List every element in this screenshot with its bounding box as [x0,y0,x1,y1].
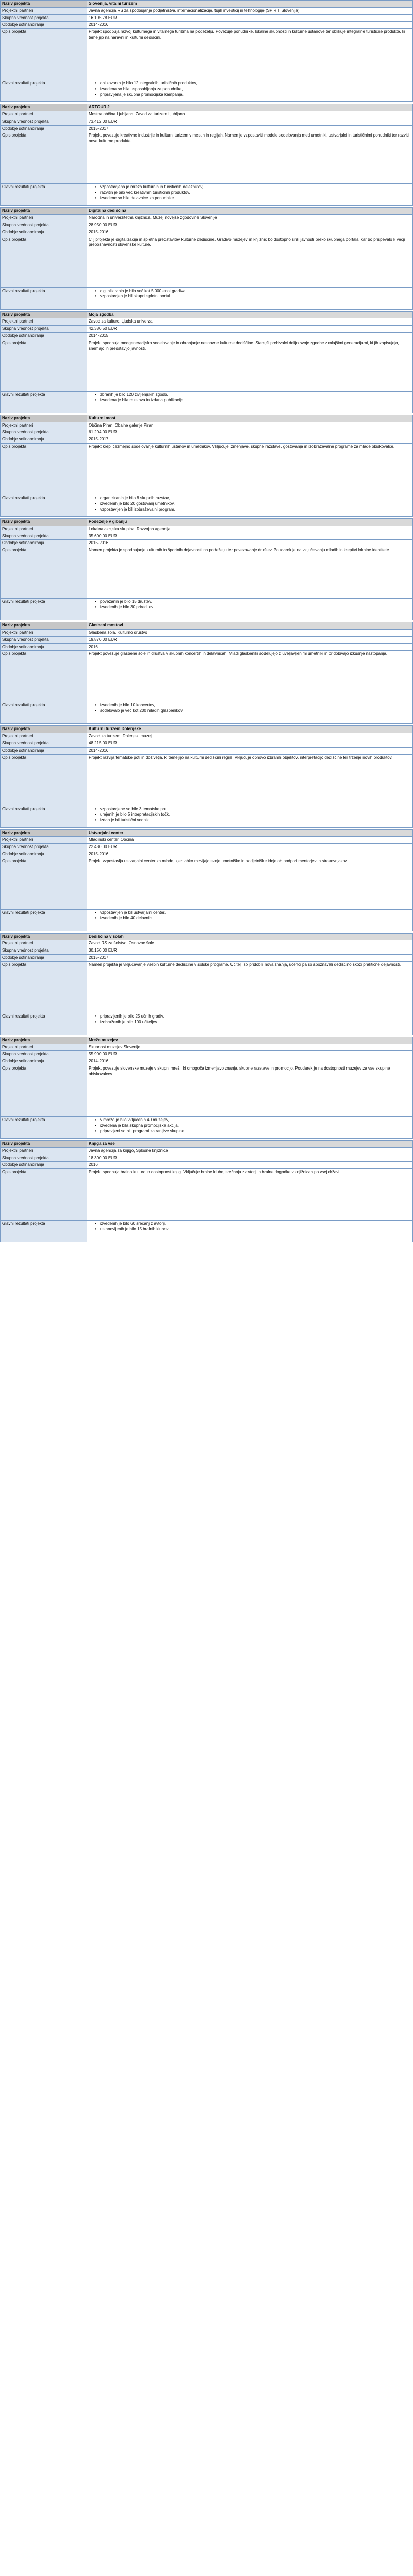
project-table [0,207,413,309]
project-name-label: Naziv projekta [1,1141,87,1148]
project-description-text: Cilj projekta je digitalizacija in spletna predstavitev kulturne dediščine. Gradivo muzejev in knjižnic bo dostopno širši javnosti preko skupnega portala, kar bo prispevalo k večji prepoznavnosti slovenske kulture. [89,236,405,247]
project-description-cell [87,443,413,495]
project-table [0,1140,413,1242]
project-value-row [1,636,413,643]
project-description-row [1,961,413,1013]
project-description-cell [87,651,413,702]
project-name-row [1,726,413,733]
project-holder-value: Narodna in univerzitetna knjižnica, Muzej novejše zgodovine Slovenije [87,215,413,222]
project-name-value: Kulturni most [87,415,413,422]
project-results-label: Glavni rezultati projekta [1,495,87,516]
project-description-row [1,29,413,80]
project-results-list [89,703,411,714]
project-results-list [89,184,411,201]
project-results-row [1,599,413,620]
document [0,0,413,1244]
project-description-cell [87,547,413,599]
project-holder-row [1,215,413,222]
project-result-item: • digitaliziranih je bilo več kot 5.000 enot gradiva, [95,289,411,294]
project-holder-value: Javna agencija za knjigo, Splošne knjižnice [87,1147,413,1155]
project-name-row [1,1,413,8]
project-period-value: 2014-2015 [87,332,413,340]
project-results-cell [87,599,413,620]
project-period-row [1,436,413,444]
project-description-cell [87,132,413,184]
project-description-row [1,651,413,702]
project-description-label: Opis projekta [1,858,87,909]
project-holder-label: Projektni partneri [1,629,87,636]
project-period-value: 2015-2016 [87,540,413,547]
project-results-row [1,391,413,413]
project-result-item: • izvedena so bila usposabljanja za ponudnike, [95,87,411,92]
project-value-row [1,222,413,229]
project-table [0,415,413,517]
project-holder-row [1,526,413,533]
project-holder-row [1,1147,413,1155]
project-name-value: Glasbeni mostovi [87,622,413,630]
project-period-row [1,643,413,651]
project-results-list [89,599,411,611]
project-value-label: Skupna vrednost projekta [1,1155,87,1162]
project-period-value: 2016 [87,1162,413,1169]
project-holder-label: Projektni partneri [1,1147,87,1155]
project-table [0,829,413,931]
project-holder-value: Zavod RS za šolstvo, Osnovne šole [87,940,413,947]
project-value-value: 18.300,00 EUR [87,1155,413,1162]
project-name-value: Podeželje v gibanju [87,518,413,526]
project-result-item: • povezanih je bilo 15 društev, [95,599,411,605]
project-name-label: Naziv projekta [1,1037,87,1044]
project-holder-row [1,422,413,429]
project-results-cell [87,495,413,516]
project-description-cell [87,754,413,806]
project-name-row [1,829,413,837]
project-results-label: Glavni rezultati projekta [1,1221,87,1242]
project-results-cell [87,702,413,724]
project-value-label: Skupna vrednost projekta [1,740,87,747]
project-name-row [1,1141,413,1148]
project-name-label: Naziv projekta [1,726,87,733]
project-holder-value: Zavod za turizem, Dolenjski muzej [87,733,413,740]
project-name-row [1,1037,413,1044]
project-description-text: Projekt spodbuja bralno kulturo in dostopnost knjig. Vključuje bralne klube, srečanja z avtorji in bralne dogodke v knjižnicah po vsej državi. [89,1170,341,1175]
project-result-item: • v mrežo je bilo vključenih 40 muzejev, [95,1117,411,1123]
project-period-value: 2015-2016 [87,851,413,858]
project-result-item: • izobraženih je bilo 100 učiteljev. [95,1020,411,1025]
project-period-row [1,851,413,858]
project-holder-row [1,733,413,740]
project-value-label: Skupna vrednost projekta [1,222,87,229]
project-holder-row [1,1044,413,1051]
project-holder-label: Projektni partneri [1,111,87,118]
project-period-label: Obdobje sofinanciranja [1,1058,87,1065]
project-result-item: • vzpostavljene so bile 3 tematske poti, [95,807,411,812]
project-result-item: • sodelovalo je več kot 200 mladih glasbenikov. [95,708,411,714]
project-description-label: Opis projekta [1,29,87,80]
project-results-list [89,910,411,922]
project-value-row [1,533,413,540]
project-holder-row [1,940,413,947]
project-result-item: • vzpostavljena je mreža kulturnih in turističnih deležnikov, [95,184,411,190]
project-value-row [1,326,413,333]
project-holder-label: Projektni partneri [1,7,87,14]
project-period-row [1,955,413,962]
project-value-value: 16.105,78 EUR [87,14,413,22]
project-value-value: 28.950,00 EUR [87,222,413,229]
project-name-value: Mreža muzejev [87,1037,413,1044]
project-value-value: 42.380,50 EUR [87,326,413,333]
project-name-value: Digitalna dediščina [87,208,413,215]
project-table [0,933,413,1035]
project-description-text: Projekt spodbuja razvoj kulturnega in vitalnega turizma na podeželju. Povezuje ponudnike, lokalne skupnosti in kulturne ustanove ter oblikuje integralne turistične produkte, ki temeljijo na naravni in kulturni dediščini. [89,29,405,40]
project-name-label: Naziv projekta [1,311,87,318]
project-results-label: Glavni rezultati projekta [1,80,87,102]
project-value-row [1,14,413,22]
project-period-row [1,1162,413,1169]
project-value-row [1,740,413,747]
project-description-text: Namen projekta je vključevanje vsebin kulturne dediščine v šolske programe. Učitelji so pridobili nova znanja, učenci pa so spoznavali dediščino skozi praktične dejavnosti. [89,962,401,967]
project-name-row [1,311,413,318]
project-period-label: Obdobje sofinanciranja [1,125,87,132]
project-description-text: Projekt povezuje glasbene šole in društva v skupnih koncertih in delavnicah. Mladi glasbeniki sodelujejo z uveljavljenimi umetniki in pridobivajo izkušnje nastopanja. [89,651,387,656]
project-name-label: Naziv projekta [1,104,87,111]
project-table [0,1037,413,1139]
project-holder-value: Mestna občina Ljubljana, Zavod za turizem Ljubljana [87,111,413,118]
project-name-row [1,622,413,630]
project-period-row [1,747,413,754]
project-result-item: • ustanovljenih je bilo 15 bralnih klubov. [95,1227,411,1232]
project-results-cell [87,806,413,827]
project-value-row [1,1155,413,1162]
project-value-row [1,1051,413,1058]
project-value-value: 61.204,00 EUR [87,429,413,436]
project-period-value: 2014-2016 [87,1058,413,1065]
project-description-text: Projekt povezuje slovenske muzeje v skupni mreži, ki omogoča izmenjavo znanja, skupne razstave in promocijo. Poudarek je na dostopnosti muzejev za vse skupine obiskovalcev. [89,1066,390,1076]
project-result-item: • vzpostavljen je bil izobraževalni program. [95,507,411,513]
project-holder-label: Projektni partneri [1,1044,87,1051]
project-name-value: ARTOUR 2 [87,104,413,111]
project-description-text: Projekt povezuje kreativne industrije in kulturni turizem v mestih in regijah. Namen je vzpostaviti modele sodelovanja med umetniki, ustvarjalci in turističnimi ponudniki ter razviti nove kulturne produkte. [89,133,409,144]
project-result-item: • izvedene so bile delavnice za ponudnike. [95,196,411,201]
project-period-label: Obdobje sofinanciranja [1,229,87,236]
project-description-label: Opis projekta [1,1169,87,1221]
project-description-label: Opis projekta [1,961,87,1013]
project-description-row [1,1169,413,1221]
project-results-cell [87,287,413,309]
project-holder-value: Občina Piran, Obalne galerije Piran [87,422,413,429]
project-name-value: Slovenija, vitalni turizem [87,1,413,8]
project-results-row [1,909,413,931]
project-table [0,622,413,724]
project-table [0,725,413,827]
project-period-label: Obdobje sofinanciranja [1,747,87,754]
project-holder-label: Projektni partneri [1,837,87,844]
project-period-label: Obdobje sofinanciranja [1,955,87,962]
project-result-item: • izvedenih je bilo 40 delavnic. [95,916,411,921]
project-results-cell [87,1221,413,1242]
project-holder-label: Projektni partneri [1,215,87,222]
project-name-value: Dediščina v šolah [87,933,413,940]
project-description-label: Opis projekta [1,1065,87,1117]
project-results-list [89,1014,411,1025]
project-description-text: Projekt spodbuja medgeneracijsko sodelovanje in ohranjanje nesnovne kulturne dediščine. Starejši prebivalci delijo svoje zgodbe z mlajšimi generacijami, ki jih zapisujejo, snemajo in predstavijo javnosti. [89,340,399,351]
project-result-item: • izvedena je bila skupna promocijska akcija, [95,1123,411,1129]
project-results-row [1,495,413,516]
project-value-value: 19.870,00 EUR [87,636,413,643]
project-period-label: Obdobje sofinanciranja [1,851,87,858]
project-result-item: • organiziranih je bilo 8 skupnih razstav, [95,496,411,501]
project-period-row [1,540,413,547]
project-description-label: Opis projekta [1,340,87,391]
project-results-label: Glavni rezultati projekta [1,599,87,620]
project-value-label: Skupna vrednost projekta [1,947,87,955]
project-result-item: • oblikovanih je bilo 12 integralnih turističnih produktov, [95,81,411,87]
project-result-item: • izvedenih je bilo 30 prireditev. [95,605,411,611]
project-period-label: Obdobje sofinanciranja [1,436,87,444]
project-result-item: • izdan je bil turistični vodnik. [95,818,411,823]
project-results-list [89,1117,411,1134]
project-results-row [1,1221,413,1242]
project-description-row [1,340,413,391]
project-description-text: Namen projekta je spodbujanje kulturnih in športnih dejavnosti na podeželju ter povezovanje društev. Poudarek je na vključevanju mladih in krepitvi lokalne identitete. [89,548,390,553]
project-period-label: Obdobje sofinanciranja [1,332,87,340]
project-results-list [89,392,411,403]
project-value-value: 73.412,00 EUR [87,118,413,125]
project-value-label: Skupna vrednost projekta [1,533,87,540]
project-value-label: Skupna vrednost projekta [1,636,87,643]
table-spacer [0,1242,413,1244]
project-value-label: Skupna vrednost projekta [1,14,87,22]
project-period-value: 2014-2016 [87,22,413,29]
project-description-row [1,236,413,287]
project-result-item: • pripravljena je skupna promocijska kampanja. [95,92,411,98]
project-name-row [1,104,413,111]
project-period-label: Obdobje sofinanciranja [1,540,87,547]
project-description-cell [87,340,413,391]
project-value-row [1,844,413,851]
project-name-label: Naziv projekta [1,518,87,526]
project-results-list [89,81,411,97]
project-period-row [1,125,413,132]
project-results-row [1,806,413,827]
project-results-list [89,807,411,823]
project-holder-value: Mladinski center, Občina [87,837,413,844]
project-results-cell [87,184,413,206]
project-period-value: 2015-2016 [87,229,413,236]
project-result-item: • izvedenih je bilo 10 koncertov, [95,703,411,708]
project-holder-row [1,837,413,844]
project-description-cell [87,961,413,1013]
project-description-text: Projekt razvija tematske poti in doživetja, ki temeljijo na kulturni dediščini regije. Vključuje obnovo izbranih objektov, interpretacijo dediščine ter trženje novih produktov. [89,755,393,760]
project-value-row [1,118,413,125]
project-description-label: Opis projekta [1,443,87,495]
project-period-row [1,22,413,29]
project-results-row [1,287,413,309]
project-name-row [1,518,413,526]
project-description-text: Projekt vzpostavlja ustvarjalni center za mlade, kjer lahko razvijajo svoje umetniške in podjetniške ideje ob podpori mentorjev in strokovnjakov. [89,858,348,863]
project-name-label: Naziv projekta [1,933,87,940]
project-period-label: Obdobje sofinanciranja [1,643,87,651]
project-name-row [1,415,413,422]
project-value-label: Skupna vrednost projekta [1,1051,87,1058]
project-results-cell [87,1013,413,1035]
project-results-cell [87,1117,413,1139]
project-results-list [89,289,411,300]
project-result-item: • izvedena je bila razstava in izdana publikacija. [95,398,411,403]
project-value-value: 55.900,00 EUR [87,1051,413,1058]
project-name-label: Naziv projekta [1,208,87,215]
project-value-row [1,429,413,436]
project-description-label: Opis projekta [1,236,87,287]
project-holder-label: Projektni partneri [1,733,87,740]
project-results-cell [87,909,413,931]
project-results-list [89,1221,411,1232]
project-result-item: • izvedenih je bilo 20 gostovanj umetnikov, [95,501,411,507]
project-holder-label: Projektni partneri [1,422,87,429]
project-description-label: Opis projekta [1,132,87,184]
project-results-row [1,80,413,102]
project-results-label: Glavni rezultati projekta [1,287,87,309]
project-description-cell [87,1169,413,1221]
project-name-value: Kulturni turizem Dolenjske [87,726,413,733]
project-holder-value: Glasbena šola, Kulturno društvo [87,629,413,636]
project-period-value: 2015-2017 [87,125,413,132]
project-description-row [1,547,413,599]
project-results-label: Glavni rezultati projekta [1,391,87,413]
project-results-list [89,496,411,512]
project-table [0,518,413,620]
project-results-label: Glavni rezultati projekta [1,806,87,827]
project-table [0,104,413,206]
project-period-value: 2014-2016 [87,747,413,754]
project-value-value: 30.150,00 EUR [87,947,413,955]
project-period-label: Obdobje sofinanciranja [1,1162,87,1169]
project-table [0,311,413,413]
project-name-label: Naziv projekta [1,1,87,8]
project-holder-value: Lokalna akcijska skupina, Razvojna agencija [87,526,413,533]
project-holder-label: Projektni partneri [1,526,87,533]
project-description-text: Projekt krepi čezmejno sodelovanje kulturnih ustanov in umetnikov. Vključuje izmenjave, skupne razstave, gostovanja in izobraževalne programe za mlade obiskovalce. [89,444,395,449]
project-name-label: Naziv projekta [1,829,87,837]
project-results-label: Glavni rezultati projekta [1,702,87,724]
project-results-row [1,1117,413,1139]
project-holder-label: Projektni partneri [1,318,87,326]
project-holder-value: Javna agencija RS za spodbujanje podjetništva, internacionalizacije, tujih investicij in tehnologije (SPIRIT Slovenija) [87,7,413,14]
project-holder-row [1,318,413,326]
project-results-cell [87,391,413,413]
project-period-value: 2015-2017 [87,436,413,444]
project-description-cell [87,858,413,909]
project-value-row [1,947,413,955]
project-value-label: Skupna vrednost projekta [1,844,87,851]
project-value-label: Skupna vrednost projekta [1,118,87,125]
project-period-row [1,332,413,340]
project-description-row [1,858,413,909]
project-period-row [1,1058,413,1065]
project-result-item: • zbranih je bilo 120 življenjskih zgodb, [95,392,411,398]
project-value-label: Skupna vrednost projekta [1,326,87,333]
project-description-cell [87,1065,413,1117]
project-table [0,0,413,102]
project-results-cell [87,80,413,102]
project-description-row [1,1065,413,1117]
project-name-label: Naziv projekta [1,622,87,630]
project-results-row [1,702,413,724]
project-result-item: • pripravljenih je bilo 25 učnih gradiv, [95,1014,411,1020]
project-results-label: Glavni rezultati projekta [1,1013,87,1035]
project-period-label: Obdobje sofinanciranja [1,22,87,29]
project-period-row [1,229,413,236]
project-name-value: Knjiga za vse [87,1141,413,1148]
project-result-item: • razvitih je bilo več kreativnih turističnih produktov, [95,190,411,196]
project-name-row [1,933,413,940]
project-description-cell [87,29,413,80]
project-description-row [1,132,413,184]
project-description-row [1,754,413,806]
project-result-item: • vzpostavljen je bil skupni spletni portal. [95,294,411,299]
project-period-value: 2016 [87,643,413,651]
project-result-item: • pripravljeni so bili programi za ranljive skupine. [95,1129,411,1134]
project-holder-label: Projektni partneri [1,940,87,947]
project-holder-value: Zavod za kulturo, Ljudska univerza [87,318,413,326]
project-description-label: Opis projekta [1,547,87,599]
project-result-item: • urejenih je bilo 5 interpretacijskih točk, [95,812,411,818]
project-result-item: • izvedenih je bilo 60 srečanj z avtorji, [95,1221,411,1227]
project-name-label: Naziv projekta [1,415,87,422]
project-results-row [1,184,413,206]
project-name-row [1,208,413,215]
project-description-label: Opis projekta [1,754,87,806]
project-holder-row [1,111,413,118]
project-holder-row [1,629,413,636]
project-results-row [1,1013,413,1035]
project-description-label: Opis projekta [1,651,87,702]
project-holder-value: Skupnost muzejev Slovenije [87,1044,413,1051]
project-value-label: Skupna vrednost projekta [1,429,87,436]
project-name-value: Ustvarjalni center [87,829,413,837]
project-name-value: Moja zgodba [87,311,413,318]
project-period-value: 2015-2017 [87,955,413,962]
project-value-value: 22.480,00 EUR [87,844,413,851]
project-holder-row [1,7,413,14]
project-results-label: Glavni rezultati projekta [1,909,87,931]
project-results-label: Glavni rezultati projekta [1,184,87,206]
project-value-value: 35.600,00 EUR [87,533,413,540]
project-description-cell [87,236,413,287]
project-results-label: Glavni rezultati projekta [1,1117,87,1139]
project-value-value: 48.215,00 EUR [87,740,413,747]
project-result-item: • vzpostavljen je bil ustvarjalni center, [95,910,411,916]
project-description-row [1,443,413,495]
